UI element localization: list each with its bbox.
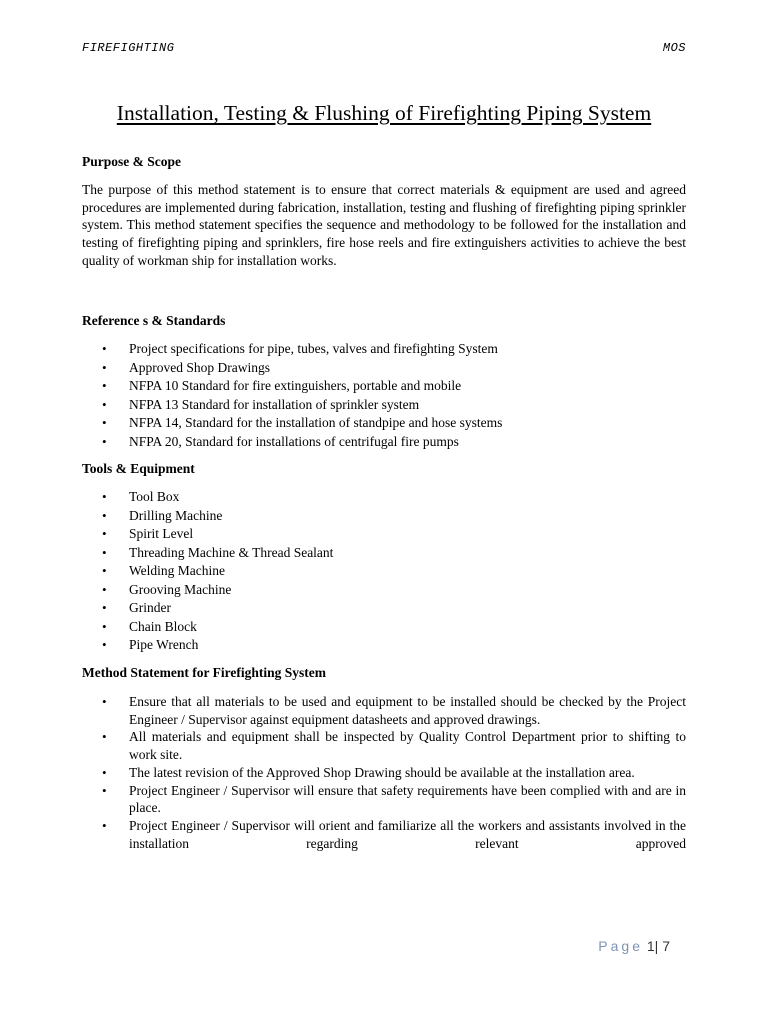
tools-list	[82, 488, 686, 655]
page-separator: |	[654, 938, 659, 954]
list-item: • The latest revision of the Approved Shop Drawing should be available at the installation area.	[82, 764, 686, 782]
document-page	[82, 0, 686, 1024]
list-item: • All materials and equipment shall be inspected by Quality Control Department prior to shifting to work site.	[82, 728, 686, 763]
method-heading: Method Statement for Firefighting System	[82, 665, 326, 680]
references-list	[82, 340, 686, 451]
list-item: • Project Engineer / Supervisor will orient and familiarize all the workers and assistants involved in the installation regarding relevant approved	[82, 817, 686, 852]
list-item: • Grinder	[82, 599, 686, 618]
list-item: • Project Engineer / Supervisor will ensure that safety requirements have been complied with and are in place.	[82, 782, 686, 817]
header-left: FIREFIGHTING	[82, 41, 175, 55]
list-item: • Approved Shop Drawings	[82, 359, 686, 378]
list-item: • Welding Machine	[82, 562, 686, 581]
method-list	[82, 693, 686, 852]
list-item: • Project specifications for pipe, tubes, valves and firefighting System	[82, 340, 686, 359]
page-header	[82, 41, 686, 57]
header-right: MOS	[662, 41, 686, 55]
page-current: 1	[646, 938, 655, 954]
list-item: • NFPA 14, Standard for the installation of standpipe and hose systems	[82, 414, 686, 433]
page-footer	[598, 938, 670, 954]
references-heading: Reference s & Standards	[82, 313, 226, 328]
list-item: • Chain Block	[82, 618, 686, 637]
list-item: • NFPA 20, Standard for installations of centrifugal fire pumps	[82, 433, 686, 452]
list-item: • NFPA 10 Standard for fire extinguishers, portable and mobile	[82, 377, 686, 396]
page-label: Page	[598, 938, 643, 954]
list-item: • Drilling Machine	[82, 507, 686, 526]
list-item: • Pipe Wrench	[82, 636, 686, 655]
tools-heading: Tools & Equipment	[82, 461, 195, 476]
list-item: • Ensure that all materials to be used and equipment to be installed should be checked by the Project Engineer / Supervisor against equipment datasheets and approved drawings.	[82, 693, 686, 728]
list-item: • Threading Machine & Thread Sealant	[82, 544, 686, 563]
purpose-paragraph: The purpose of this method statement is to ensure that correct materials & equipment are used and agreed procedures are implemented during fabrication, installation, testing and flushing of firefighting piping sprinkler system. This method statement specifies the sequence and methodology to be followed for the installation and testing of firefighting piping and sprinklers, fire hose reels and fire extinguishers activities to achieve the best quality of workman ship for installation works.	[82, 182, 686, 268]
list-item: • Spirit Level	[82, 525, 686, 544]
list-item: • Tool Box	[82, 488, 686, 507]
purpose-heading: Purpose & Scope	[82, 154, 181, 169]
list-item: • Grooving Machine	[82, 581, 686, 600]
document-title: Installation, Testing & Flushing of Firefighting Piping System	[116, 101, 652, 125]
list-item: • NFPA 13 Standard for installation of sprinkler system	[82, 396, 686, 415]
page-total: 7	[662, 938, 670, 954]
